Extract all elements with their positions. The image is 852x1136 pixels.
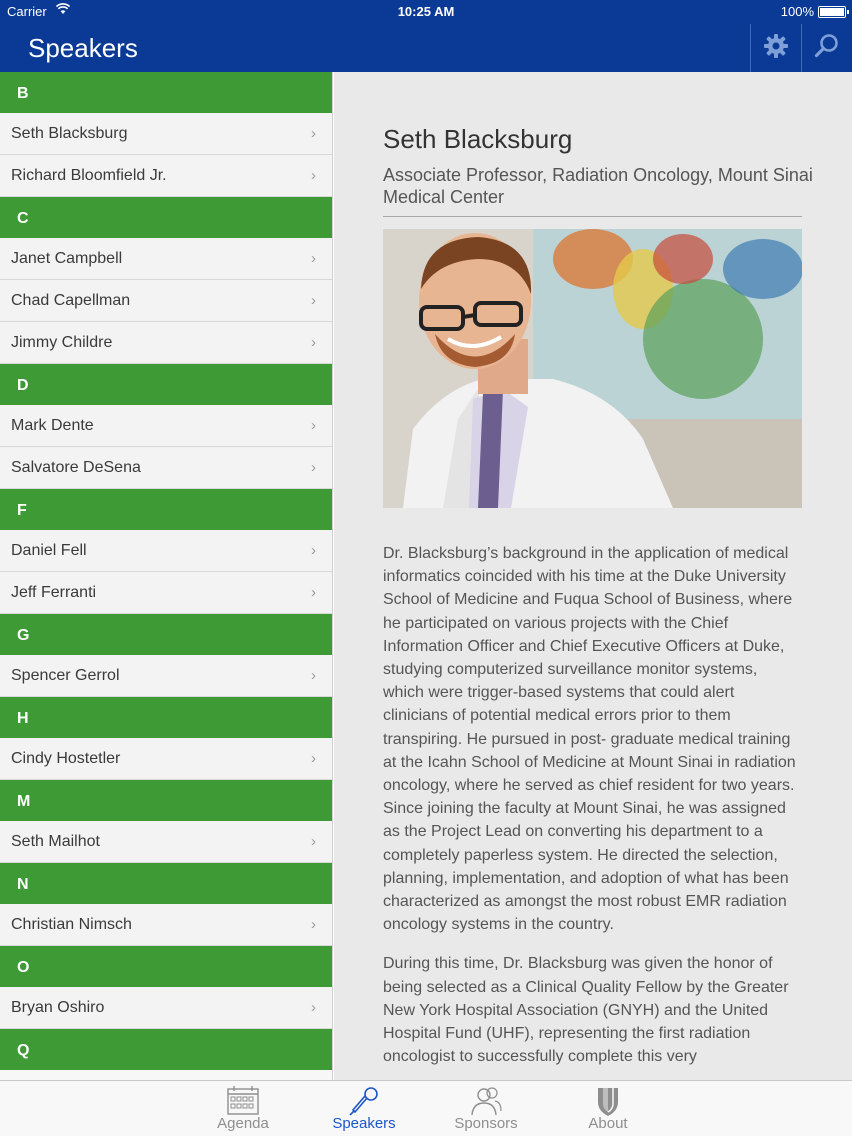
section-header: B	[0, 72, 332, 113]
speaker-row-name: Cindy Hostetler	[11, 750, 121, 767]
tab-label: Agenda	[217, 1115, 269, 1132]
chevron-right-icon: ›	[311, 167, 316, 184]
tab-bar	[0, 1080, 852, 1136]
search-icon	[814, 33, 840, 64]
battery-icon	[818, 6, 846, 18]
divider	[383, 216, 802, 217]
speaker-list[interactable]	[0, 72, 333, 1080]
battery-percent: 100%	[780, 4, 814, 19]
chevron-right-icon: ›	[311, 999, 316, 1016]
speaker-row-name: Christian Nimsch	[11, 916, 132, 933]
speaker-row-name: Jeff Ferranti	[11, 584, 97, 601]
tab-label: About	[588, 1115, 628, 1132]
bio-paragraph: Dr. Blacksburg’s background in the application of medical informatics coincided with his time at the Duke University School of Medicine and Fuqua School of Business, where he participated on various projects with the Chief Information Officer and Chief Executive Officers at Duke, studying computerized surveillance monitor systems, which were trigger-based systems that could alert clinicians of potential medical errors prior to them transpiring. He pursued in post- graduate medical training at the Icahn School of Medicine at Mount Sinai in radiation oncology, where he served as chief resident for two years. Since joining the faculty at Mount Sinai, he was assigned as the Project Lead on converting his department to a completely paperless system. He directed the selection, planning, implementation, and adoption of what has been characterized as amongst the most robust EMR radiation oncology systems in the country.	[383, 545, 796, 934]
tab-agenda[interactable]	[198, 1081, 288, 1136]
speaker-row-name: Salvatore DeSena	[11, 459, 141, 476]
chevron-right-icon: ›	[311, 667, 316, 684]
section-header: O	[0, 946, 332, 987]
tab-about[interactable]	[563, 1081, 653, 1136]
chevron-right-icon: ›	[311, 750, 316, 767]
tab-label: Sponsors	[454, 1115, 518, 1132]
chevron-right-icon: ›	[311, 916, 316, 933]
speaker-row[interactable]	[0, 530, 332, 572]
speaker-row-name: Richard Bloomfield Jr.	[11, 167, 167, 184]
speaker-row-name: Seth Mailhot	[11, 833, 100, 850]
speaker-row[interactable]	[0, 405, 332, 447]
speaker-row[interactable]	[0, 322, 332, 364]
speaker-bio	[383, 542, 802, 1080]
section-header: Q	[0, 1029, 332, 1070]
section-header: F	[0, 489, 332, 530]
chevron-right-icon: ›	[311, 584, 316, 601]
calendar-icon	[225, 1086, 261, 1116]
section-header: N	[0, 863, 332, 904]
speaker-detail[interactable]	[334, 72, 852, 1080]
speaker-row[interactable]	[0, 655, 332, 697]
section-header: D	[0, 364, 332, 405]
speaker-row[interactable]	[0, 155, 332, 197]
settings-button[interactable]	[750, 24, 800, 72]
speaker-row-name: Janet Campbell	[11, 250, 123, 267]
shield-icon	[590, 1086, 626, 1116]
clock: 10:25 AM	[397, 4, 455, 19]
chevron-right-icon: ›	[311, 125, 316, 142]
carrier-label: Carrier	[7, 4, 47, 19]
speaker-row[interactable]	[0, 987, 332, 1029]
chevron-right-icon: ›	[311, 417, 316, 434]
page-title: Speakers	[28, 33, 138, 63]
speaker-row-name: Daniel Fell	[11, 542, 87, 559]
speaker-row-name: Jimmy Childre	[11, 334, 113, 351]
gear-icon	[763, 33, 789, 64]
speaker-row-name: Spencer Gerrol	[11, 667, 120, 684]
speaker-name: Seth Blacksburg	[383, 124, 573, 154]
tab-sponsors[interactable]	[441, 1081, 531, 1136]
search-button[interactable]	[801, 24, 851, 72]
tab-label: Speakers	[332, 1115, 396, 1132]
chevron-right-icon: ›	[311, 542, 316, 559]
speaker-row[interactable]	[0, 738, 332, 780]
chevron-right-icon: ›	[311, 334, 316, 351]
speaker-row[interactable]	[0, 821, 332, 863]
status-bar	[0, 0, 852, 24]
speaker-row[interactable]	[0, 572, 332, 614]
speaker-row-name: Mark Dente	[11, 417, 94, 434]
chevron-right-icon: ›	[311, 833, 316, 850]
navigation-bar	[0, 24, 852, 72]
tab-speakers[interactable]	[319, 1081, 409, 1136]
section-header: M	[0, 780, 332, 821]
speaker-row-name: Seth Blacksburg	[11, 125, 128, 142]
people-icon	[468, 1086, 504, 1116]
speaker-row[interactable]	[0, 447, 332, 489]
section-header: H	[0, 697, 332, 738]
chevron-right-icon: ›	[311, 459, 316, 476]
speaker-title: Associate Professor, Radiation Oncology, Mount Sinai Medical Center	[383, 165, 813, 207]
speaker-row[interactable]	[0, 113, 332, 155]
microphone-icon	[346, 1086, 382, 1116]
speaker-row[interactable]	[0, 904, 332, 946]
chevron-right-icon: ›	[311, 250, 316, 267]
speaker-row[interactable]	[0, 238, 332, 280]
section-header: C	[0, 197, 332, 238]
bio-paragraph: During this time, Dr. Blacksburg was given the honor of being selected as a Clinical Quality Fellow by the Greater New York Hospital Association (GNYH) and the United Hospital Fund (UHF), representing the first radiation oncologist to successfully complete this very	[383, 955, 789, 1066]
speaker-row[interactable]	[0, 280, 332, 322]
speaker-photo	[383, 229, 802, 508]
speaker-row-name: Bryan Oshiro	[11, 999, 105, 1016]
section-header: G	[0, 614, 332, 655]
speaker-row-name: Chad Capellman	[11, 292, 131, 309]
chevron-right-icon: ›	[311, 292, 316, 309]
